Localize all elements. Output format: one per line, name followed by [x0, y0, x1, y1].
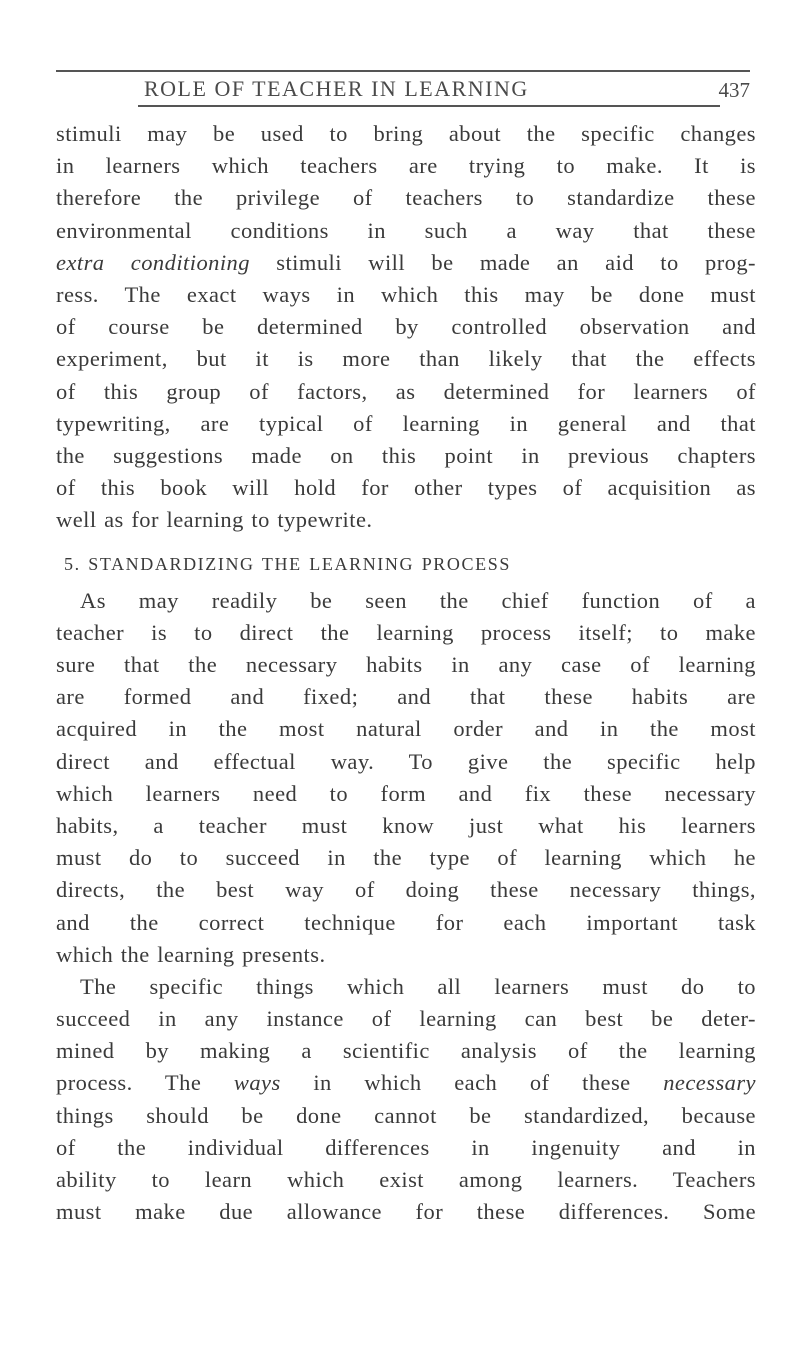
text-line: of this group of factors, as determined for learners of [56, 378, 756, 404]
header-top-rule [56, 70, 750, 72]
paragraph-3 [56, 971, 756, 1229]
text-line: The specific things which all learners must do to [80, 973, 756, 999]
italic-word: ways [233, 1070, 281, 1096]
text-line [56, 1067, 756, 1099]
text-line: ress. The exact ways in which this may be done must [56, 281, 756, 307]
text-line: which learners need to form and fix these necessary [56, 780, 756, 806]
italic-phrase: extra conditioning [56, 249, 250, 275]
text-line: of this book will hold for other types of acquisition as [56, 475, 756, 501]
text-line: ability to learn which exist among learners. Teachers [56, 1167, 756, 1192]
text-line: habits, a teacher must know just what his learners [56, 812, 756, 838]
running-title: ROLE OF TEACHER IN LEARNING [144, 76, 529, 101]
text-line: environmental conditions in such a way that these [56, 217, 756, 243]
text-line: things should be done cannot be standardized, because [56, 1102, 756, 1128]
text-line: must make due allowance for these differences. Some [56, 1199, 756, 1225]
paragraph-1 [56, 118, 756, 536]
text-line: of the individual differences in ingenuity and in [56, 1134, 756, 1160]
text-line [56, 247, 756, 279]
text-line: stimuli may be used to bring about the specific changes [56, 121, 756, 146]
text-line: well as for learning to typewrite. [56, 507, 373, 533]
text-line: in learners which teachers are trying to make. It is [56, 153, 756, 179]
text-line: of course be determined by controlled observation and [56, 314, 756, 340]
text-span: process. The [56, 1070, 234, 1096]
text-line: must do to succeed in the type of learning which he [56, 845, 756, 871]
italic-word: necessary [663, 1070, 756, 1096]
text-line: and the correct technique for each important task [56, 909, 756, 935]
page-number: 437 [718, 78, 750, 102]
text-line: As may readily be seen the chief function of a [80, 587, 756, 613]
section-heading: 5. STANDARDIZING THE LEARNING PROCESS [64, 554, 511, 575]
text-line: acquired in the most natural order and in the most [56, 716, 756, 742]
text-line: direct and effectual way. To give the specific help [56, 748, 756, 774]
text-line: experiment, but it is more than likely that the effects [56, 346, 756, 372]
text-line: therefore the privilege of teachers to standardize these [56, 185, 756, 211]
paragraph-2 [56, 585, 756, 971]
text-line: typewriting, are typical of learning in general and that [56, 410, 756, 436]
body-text [56, 118, 756, 1228]
text-line: are formed and fixed; and that these habits are [56, 684, 756, 710]
text-span: in which each of these [280, 1070, 664, 1096]
text-line: which the learning presents. [56, 941, 326, 967]
text-line: directs, the best way of doing these necessary things, [56, 877, 756, 903]
header-bottom-rule [138, 105, 720, 107]
text-line: sure that the necessary habits in any case of learning [56, 652, 756, 677]
text-line: succeed in any instance of learning can best be deter- [56, 1006, 756, 1032]
text-line: the suggestions made on this point in previous chapters [56, 442, 756, 468]
text-span: stimuli will be made an aid to prog- [249, 249, 756, 275]
text-line: teacher is to direct the learning process itself; to make [56, 619, 756, 645]
text-line: mined by making a scientific analysis of the learning [56, 1038, 756, 1064]
running-header [56, 68, 750, 112]
